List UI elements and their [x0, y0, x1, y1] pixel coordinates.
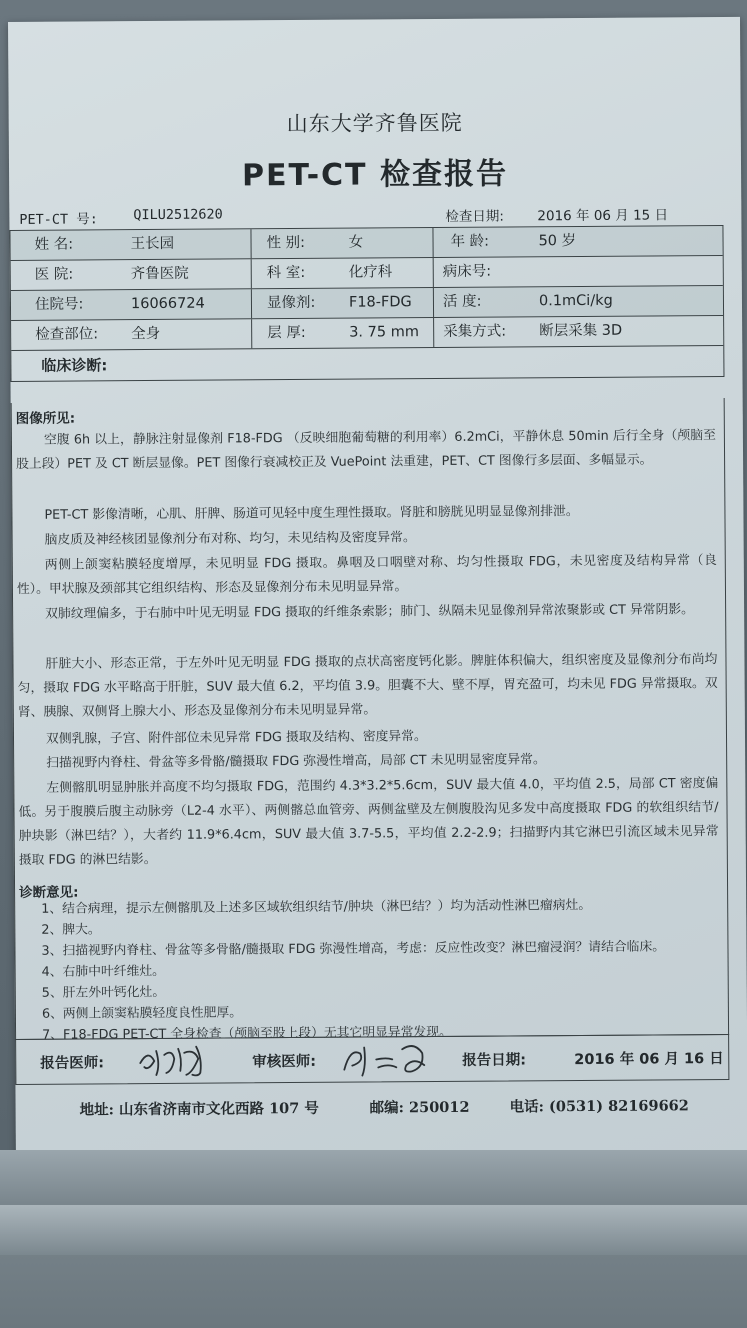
findings-paragraph: 脑皮质及神经核团显像剂分布对称、均匀，未见结构及密度异常。 — [44, 530, 416, 548]
footer-postcode: 邮编: 250012 — [369, 1098, 470, 1117]
inpatient-value: 16066724 — [130, 295, 205, 313]
footer-address: 地址: 山东省济南市文化西路 107 号 — [79, 1099, 319, 1119]
reporter-signature-icon — [134, 1041, 226, 1082]
info-row-4 — [11, 316, 723, 351]
clinical-diagnosis-row — [11, 346, 723, 382]
findings-paragraph: 双肺纹理偏多，于右肺中叶见无明显 FDG 摄取的纤维条索影；肺门、纵隔未见显像剂异常浓聚影或 CT 异常阴影。 — [45, 602, 694, 622]
diagnosis-item: 4、右肺中叶纤维灶。 — [41, 963, 166, 980]
findings-paragraph: PET-CT 影像清晰，心肌、肝脾、肠道可见轻中度生理性摄取。肾脏和膀胱见明显显像剂排泄。 — [44, 504, 579, 523]
exam-date-value: 2016 年 06 月 15 日 — [537, 207, 669, 225]
ward-label: 病床号: — [442, 263, 492, 280]
report-date-value: 2016 年 06 月 16 日 — [574, 1051, 724, 1069]
findings-paragraph: 扫描视野内脊柱、骨盆等多骨骼/髓摄取 FDG 弥漫性增高，局部 CT 未见明显密度异常。 — [46, 752, 546, 771]
slice-label: 层 厚: — [267, 324, 306, 342]
info-row-2 — [11, 256, 723, 291]
reporter-label: 报告医师: — [40, 1055, 105, 1072]
sex-value: 女 — [348, 234, 364, 251]
info-row-1 — [10, 226, 722, 261]
hospital-name: 山东大学齐鲁医院 — [286, 110, 463, 137]
hospital-label: 医 院: — [34, 266, 74, 283]
sex-label: 性 别: — [266, 234, 306, 252]
age-label: 年 龄: — [450, 233, 490, 250]
hospital-footer — [79, 1094, 720, 1119]
age-value: 50 岁 — [538, 233, 577, 250]
acq-value: 断层采集 3D — [539, 322, 623, 340]
findings-section — [11, 398, 729, 1043]
hospital-value: 齐鲁医院 — [130, 265, 189, 283]
diagnosis-item: 7、F18-FDG PET-CT 全身检查（颅脑至股上段）无其它明显异常发现。 — [42, 1024, 452, 1043]
dept-label: 科 室: — [266, 264, 306, 282]
patient-info-table — [9, 225, 724, 382]
diagnosis-list — [19, 894, 720, 1046]
findings-paragraph: 肝脏大小、形态正常，于左外叶见无明显 FDG 摄取的点状高密度钙化影。脾脏体积偏大，组织密度及显像剂分布尚均匀，摄取 FDG 水平略高于肝脏，SUV 最大值 6.2，平均值 3.9。胆囊不大、壁不厚，胃充盈可，均未见 FDG 异常摄取。双肾、胰腺、双侧肾上腺大小、形态及显像剂分布未见明显异常。 — [17, 652, 718, 720]
site-value: 全身 — [131, 325, 161, 343]
signature-row — [15, 1034, 729, 1085]
acq-label: 采集方式: — [443, 323, 507, 340]
diagnosis-item: 6、两侧上颌窦粘膜轻度良性肥厚。 — [41, 1005, 243, 1022]
inpatient-label: 住院号: — [34, 296, 84, 313]
tracer-label: 显像剂: — [266, 294, 316, 312]
diagnosis-item: 5、肝左外叶钙化灶。 — [41, 984, 166, 1001]
exam-no-label: PET-CT 号: — [19, 211, 98, 228]
name-label: 姓 名: — [34, 236, 74, 253]
findings-paragraph: 空腹 6h 以上，静脉注射显像剂 F18-FDG （反映细胞葡萄糖的利用率）6.2mCi，平静休息 50min 后行全身（颅脑至股上段）PET 及 CT 断层显像。PET 图像行衰减校正及 VuePoint 法重建，PET、CT 图像行多层面、多幅显示。 — [16, 428, 716, 472]
activity-value: 0.1mCi/kg — [538, 292, 613, 310]
tracer-value: F18-FDG — [348, 294, 412, 311]
report-title: PET-CT 检查报告 — [241, 156, 509, 194]
info-row-3 — [11, 286, 723, 321]
diagnosis-item: 3、扫描视野内脊柱、骨盆等多骨骼/髓摄取 FDG 弥漫性增高，考虑：反应性改变？淋巴瘤浸润？请结合临床。 — [41, 939, 666, 959]
dept-value: 化疗科 — [348, 264, 393, 281]
exam-date-label: 检查日期: — [445, 208, 504, 225]
diagnosis-item: 1、结合病理，提示左侧髂肌及上述多区域软组织结节/肿块（淋巴结？）均为活动性淋巴瘤病灶。 — [41, 897, 592, 917]
slice-value: 3. 75 mm — [349, 324, 419, 341]
activity-label: 活 度: — [442, 293, 482, 310]
diagnosis-item: 2、脾大。 — [41, 922, 101, 938]
binder-strip — [0, 1205, 747, 1255]
diagnosis-heading: 诊断意见: — [19, 884, 79, 901]
report-date-label: 报告日期: — [462, 1052, 527, 1069]
findings-heading: 图像所见: — [15, 410, 76, 427]
name-value: 王长园 — [130, 235, 175, 253]
findings-paragraph: 两侧上颌窦粘膜轻度增厚，未见明显 FDG 摄取。鼻咽及口咽壁对称、均匀性摄取 FDG，未见密度及结构异常（良性）。甲状腺及颈部其它组织结构、形态及显像剂分布未见明显异常。 — [16, 553, 717, 597]
report-sheet — [8, 17, 747, 1170]
findings-paragraph: 双侧乳腺，子宫、附件部位未见异常 FDG 摄取及结构、密度异常。 — [45, 729, 427, 747]
reviewer-label: 审核医师: — [252, 1053, 317, 1071]
clinical-diagnosis-label: 临床诊断: — [41, 356, 108, 375]
site-label: 检查部位: — [35, 326, 99, 343]
exam-no-value: QILU2512620 — [133, 206, 223, 224]
findings-paragraph: 左侧髂肌明显肿胀并高度不均匀摄取 FDG，范围约 4.3*3.2*5.6cm，SUV 最大值 4.0，平均值 2.5，局部 CT 密度偏低。另于腹膜后腹主动脉旁（L2-4 水平）、两侧髂总血管旁、两侧盆壁及左侧腹股沟见多发中高度摄取 FDG 的软组织结节/肿块影（淋巴结？），大者约 11.9*6.4cm，SUV 最大值 3.7-5.5，平均值 2.2-2.9；扫描野内其它淋巴引流区域未见异常摄取 FDG 的淋巴结影。 — [18, 776, 719, 868]
reviewer-signature-icon — [336, 1039, 440, 1080]
footer-phone: 电话: (0531) 82169662 — [509, 1097, 689, 1116]
